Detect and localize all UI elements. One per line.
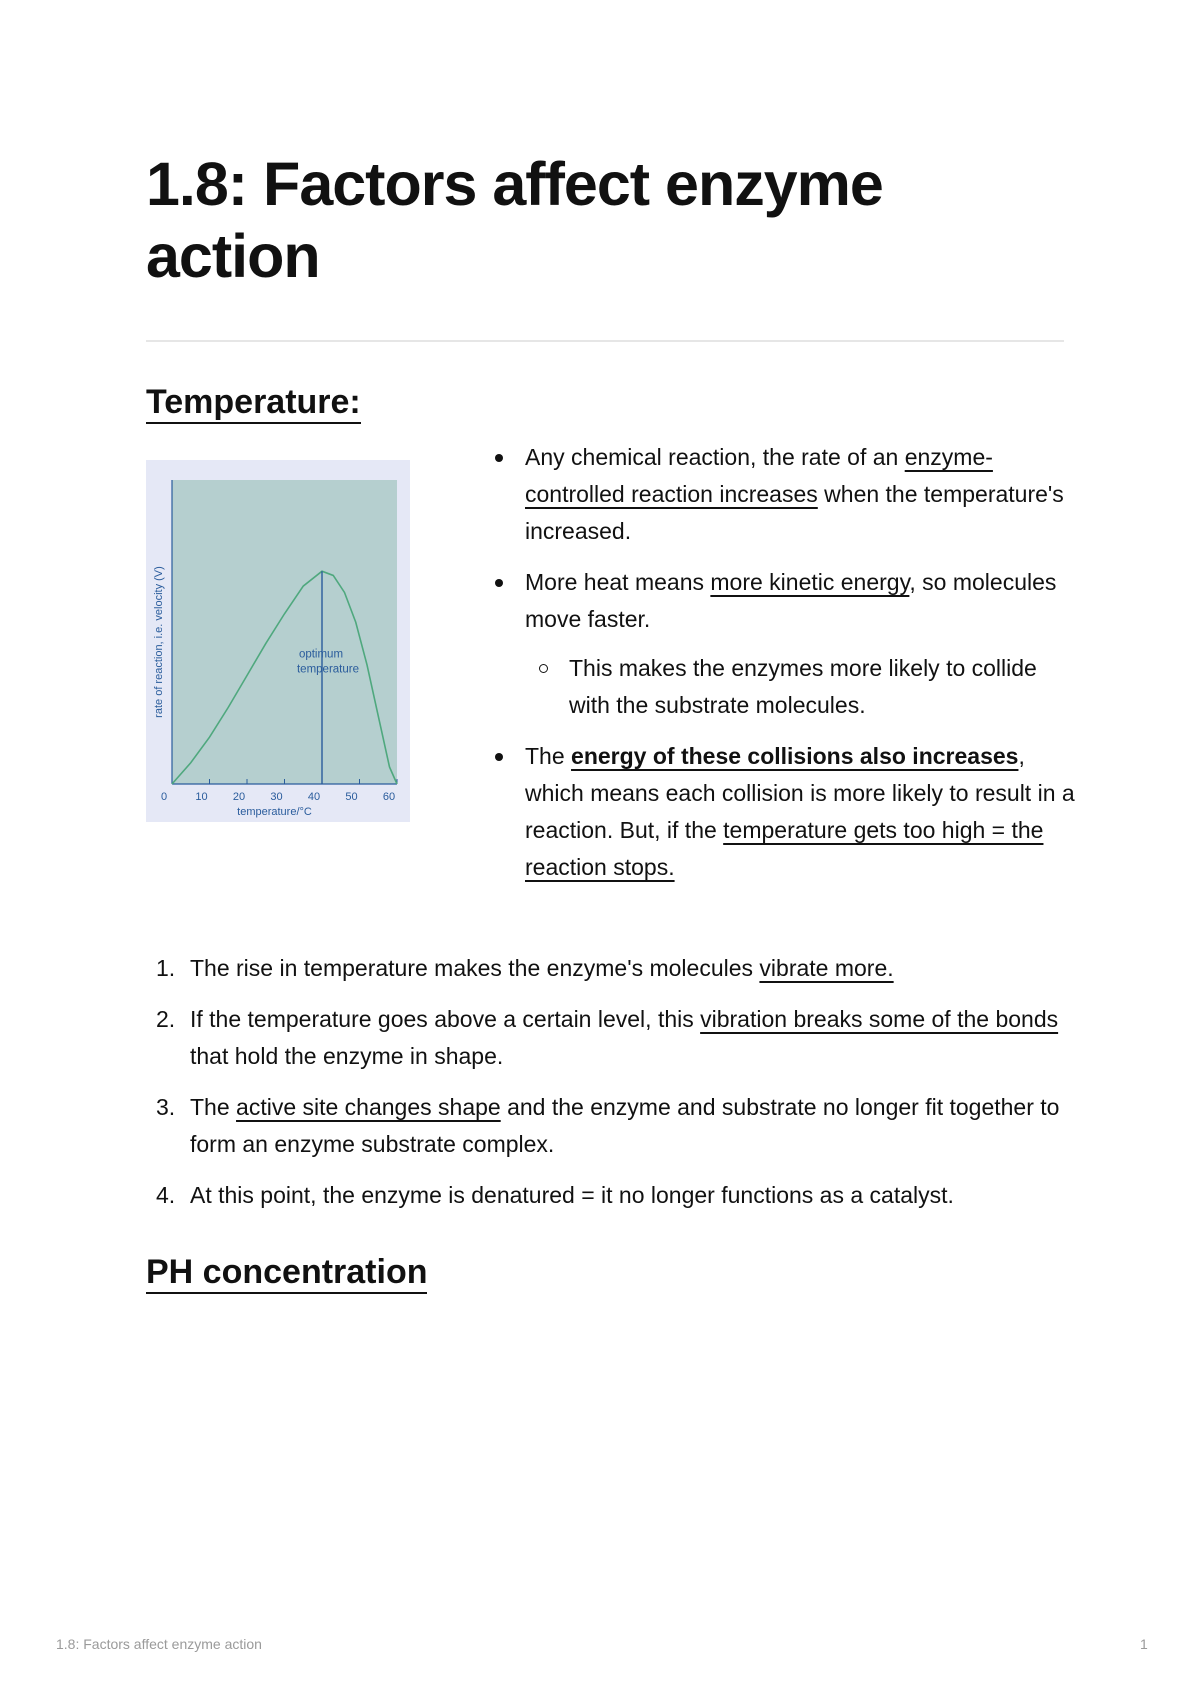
page-title: 1.8: Factors affect enzyme action — [146, 150, 883, 290]
numbered-item: 1. The rise in temperature makes the enzyme's molecules vibrate more. — [156, 955, 894, 981]
x-axis-label: temperature/°C — [237, 806, 312, 818]
optimum-annotation-line1: optimum — [298, 648, 344, 661]
temperature-numbered-list — [146, 950, 1076, 1228]
section-heading-temperature: Temperature: — [146, 382, 361, 424]
bullet-item: The energy of these collisions also increases, which means each collision is more likely to result in a reaction. But, if the temperature gets too high = the reaction stops. — [495, 738, 1075, 886]
sub-bullet-item: This makes the enzymes more likely to collide with the substrate molecules. — [539, 650, 1075, 724]
y-axis-label: rate of reaction, i.e. velocity (V) — [153, 566, 165, 718]
numbered-item: 4. At this point, the enzyme is denatured = it no longer functions as a catalyst. — [156, 1182, 954, 1208]
bullet-item: More heat means more kinetic energy, so molecules move faster. — [495, 564, 1075, 638]
title-divider — [146, 340, 1064, 342]
numbered-item: 3. The active site changes shape and the enzyme and substrate no longer fit together to form an enzyme substrate complex. — [156, 1094, 1060, 1157]
graph-svg — [146, 460, 410, 822]
x-tick-label: 10 — [195, 791, 208, 803]
x-tick-label: 50 — [345, 791, 358, 803]
temperature-bullet-list — [495, 439, 1075, 900]
temperature-rate-graph — [146, 460, 410, 822]
bullet-item: Any chemical reaction, the rate of an enzyme-controlled reaction increases when the temperature's increased. — [495, 439, 1075, 550]
x-tick-label: 0 — [160, 791, 168, 803]
optimum-annotation-line2: temperature — [296, 663, 360, 676]
numbered-item: 2. If the temperature goes above a certain level, this vibration breaks some of the bonds that hold the enzyme in shape. — [156, 1006, 1059, 1069]
x-tick-label: 30 — [270, 791, 283, 803]
plot-area — [172, 480, 397, 784]
footer-page-number: 1 — [1140, 1636, 1148, 1652]
x-tick-label: 60 — [382, 791, 396, 803]
section-heading-ph: PH concentration — [146, 1252, 427, 1294]
x-tick-label: 20 — [232, 791, 246, 803]
x-tick-label: 40 — [307, 791, 321, 803]
footer-document-title: 1.8: Factors affect enzyme action — [56, 1636, 262, 1652]
